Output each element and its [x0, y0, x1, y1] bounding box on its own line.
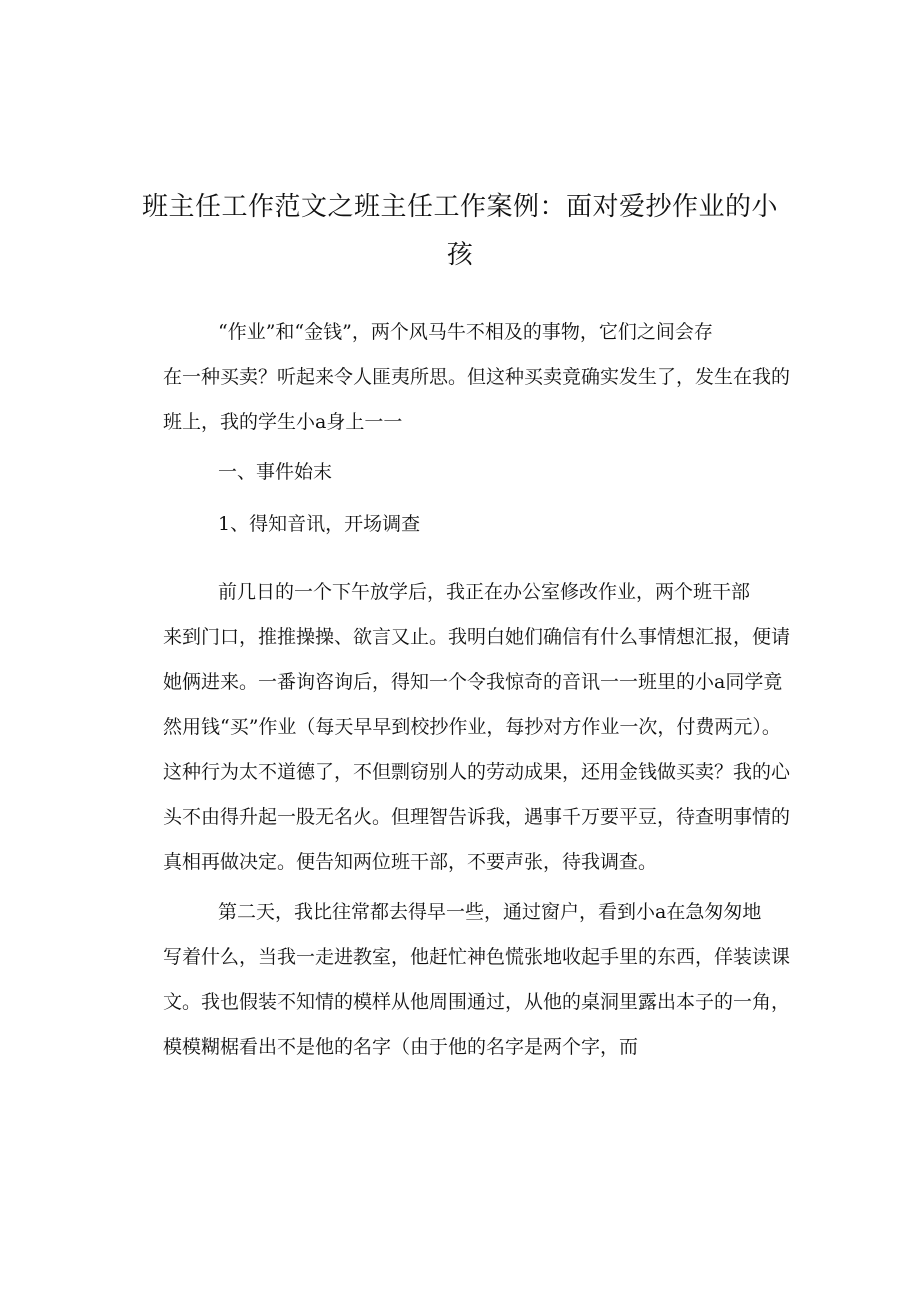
text-line: 前几日的一个下午放学后，我正在办公室修改作业，两个班干部	[218, 581, 751, 603]
title-line: 孩	[446, 240, 474, 270]
text-line: 写着什么，当我一走进教室，他赶忙神色慌张地收起手里的东西，佯装读课	[163, 946, 791, 968]
text-line: 头不由得升起一股无名火。但理智告诉我，遇事千万要平豆，待查明事情的	[163, 806, 791, 828]
text-line: 文。我也假装不知情的模样从他周围通过，从他的桌洞里露出本子的一角，	[163, 991, 791, 1013]
document-title	[140, 183, 780, 279]
text-line: 然用钱“买”作业（每天早早到校抄作业，每抄对方作业一次，付费两元）。	[163, 716, 781, 738]
text-line: “作业”和“金钱”，两个风马牛不相及的事物，它们之间会存	[218, 321, 713, 343]
text-line: 第二天，我比往常都去得早一些，通过窗户，看到小a在急匆匆地	[218, 901, 762, 923]
text-line: 这种行为太不道德了，不但剽窃别人的劳动成果，还用金钱做买卖？我的心	[163, 761, 791, 783]
text-line: 她俩进来。一番询咨询后，得知一个令我惊奇的音讯一一班里的小a同学竟	[163, 671, 783, 693]
title-line: 班主任工作范文之班主任工作案例：面对爱抄作业的小	[141, 192, 778, 222]
section-heading: 一、事件始末	[218, 461, 333, 483]
subsection-heading: 1、得知音讯，开场调查	[218, 513, 421, 535]
text-line: 在一种买卖？听起来令人匪夷所思。但这种买卖竟确实发生了，发生在我的	[163, 366, 791, 388]
text-line: 来到门口，推推操操、欲言又止。我明白她们确信有什么事情想汇报，便请	[163, 626, 791, 648]
text-line: 模模糊椐看出不是他的名字（由于他的名字是两个字，而	[163, 1036, 639, 1058]
text-line: 班上，我的学生小a身上一一	[163, 411, 403, 433]
text-line: 真相再做决定。便告知两位班干部，不要声张，待我调查。	[163, 851, 658, 873]
